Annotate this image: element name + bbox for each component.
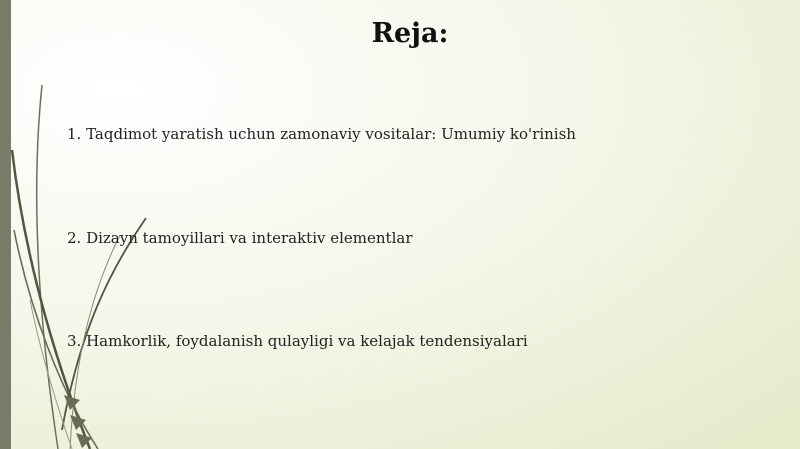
decorative-lines-graphic xyxy=(0,0,200,449)
slide-title: Reja: xyxy=(371,18,449,49)
agenda-item-1: 1. Taqdimot yaratish uchun zamonaviy vositalar: Umumiy ko'rinish xyxy=(67,125,576,143)
agenda-item-2: 2. Dizayn tamoyillari va interaktiv elementlar xyxy=(67,229,413,247)
agenda-item-3: 3. Hamkorlik, foydalanish qulayligi va kelajak tendensiyalari xyxy=(67,332,528,350)
